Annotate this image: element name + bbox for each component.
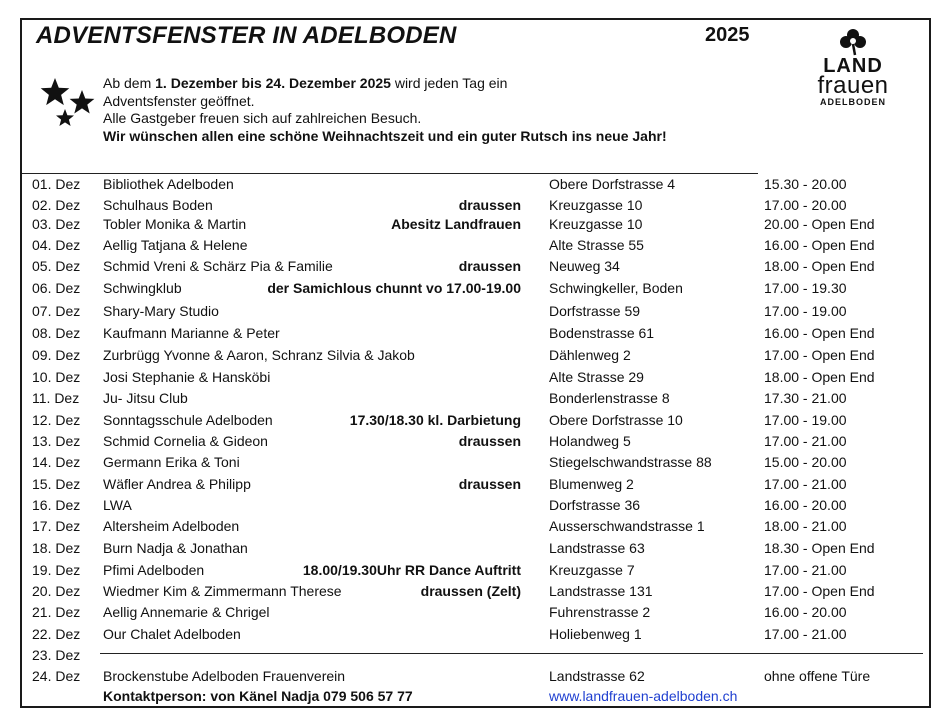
row-host: Schulhaus Boden <box>103 197 213 213</box>
intro-line-1-post: wird jeden Tag ein <box>390 75 508 91</box>
row-date: 14. Dez <box>32 454 81 470</box>
row-time: 16.00 - Open End <box>764 325 875 341</box>
row-time: 15.30 - 20.00 <box>764 176 847 192</box>
row-time: 18.30 - Open End <box>764 540 875 556</box>
row-host: LWA <box>103 497 132 513</box>
row-date: 11. Dez <box>32 390 80 406</box>
row-date: 22. Dez <box>32 626 81 642</box>
table-row <box>0 454 950 474</box>
row-date: 02. Dez <box>32 197 81 213</box>
row-date: 01. Dez <box>32 176 81 192</box>
row-host: Wäfler Andrea & Philipp <box>103 476 251 492</box>
row-address: Landstrasse 131 <box>549 583 653 599</box>
row-date: 09. Dez <box>32 347 81 363</box>
table-row <box>0 583 950 603</box>
row-host: Schmid Cornelia & Gideon <box>103 433 268 449</box>
contact-person: Kontaktperson: von Känel Nadja 079 506 57 77 <box>103 688 413 704</box>
row-date: 20. Dez <box>32 583 81 599</box>
row-host: Kaufmann Marianne & Peter <box>103 325 280 341</box>
logo-land: LAND <box>823 55 883 77</box>
logo-frauen: frauen <box>817 72 889 99</box>
row-host: Tobler Monika & Martin <box>103 216 247 232</box>
row-host: Our Chalet Adelboden <box>103 626 241 642</box>
row-host: Josi Stephanie & Hansköbi <box>103 369 271 385</box>
row-note: 18.00/19.30Uhr RR Dance Auftritt <box>302 562 521 578</box>
row-date: 12. Dez <box>32 412 81 428</box>
intro-date-range: 1. Dezember bis 24. Dezember 2025 <box>155 75 391 91</box>
row-date: 19. Dez <box>32 562 81 578</box>
table-row <box>0 347 950 367</box>
row-address: Obere Dorfstrasse 10 <box>549 412 683 428</box>
row-address: Landstrasse 63 <box>549 540 645 556</box>
row-host: Aellig Annemarie & Chrigel <box>103 604 270 620</box>
row-address: Obere Dorfstrasse 4 <box>549 176 676 192</box>
logo-adelboden: ADELBODEN <box>819 97 886 107</box>
row-address: Fuhrenstrasse 2 <box>549 604 651 620</box>
row-host: Schwingklub <box>103 280 182 296</box>
table-top-divider <box>22 173 758 174</box>
row-host: Altersheim Adelboden <box>103 518 240 534</box>
table-row <box>0 647 950 667</box>
row-address: Alte Strasse 29 <box>549 369 644 385</box>
row-date: 13. Dez <box>32 433 81 449</box>
row-host: Wiedmer Kim & Zimmermann Therese <box>103 583 342 599</box>
row-address: Holiebenweg 1 <box>549 626 642 642</box>
table-row <box>0 668 950 688</box>
intro-line-1 <box>103 75 667 93</box>
row-address: Dählenweg 2 <box>549 347 631 363</box>
row-note: draussen <box>458 197 521 213</box>
stars-icon <box>38 76 98 132</box>
row-date: 18. Dez <box>32 540 81 556</box>
intro-wish: Wir wünschen allen eine schöne Weihnachtszeit und ein guter Rutsch ins neue Jahr! <box>103 127 667 144</box>
row-host: Ju- Jitsu Club <box>103 390 188 406</box>
row-address: Schwingkeller, Boden <box>549 280 683 296</box>
row-host: Zurbrügg Yvonne & Aaron, Schranz Silvia & Jakob <box>103 347 415 363</box>
row-host: Pfimi Adelboden <box>103 562 205 578</box>
row-date: 06. Dez <box>32 280 81 296</box>
table-row <box>0 280 950 300</box>
row-note: draussen (Zelt) <box>420 583 521 599</box>
page-title: ADVENTSFENSTER IN ADELBODEN <box>36 22 457 49</box>
row-date: 24. Dez <box>32 668 81 684</box>
table-row <box>0 258 950 278</box>
table-row <box>0 476 950 496</box>
row-time: 18.00 - Open End <box>764 369 875 385</box>
row-note: draussen <box>458 433 521 449</box>
row-time: 17.00 - 19.30 <box>764 280 847 296</box>
row-date: 23. Dez <box>32 647 81 663</box>
row-host: Bibliothek Adelboden <box>103 176 234 192</box>
row-address: Bonderlenstrasse 8 <box>549 390 670 406</box>
row-time: 17.00 - 20.00 <box>764 197 847 213</box>
row-address: Blumenweg 2 <box>549 476 634 492</box>
row-time: 17.00 - 19.00 <box>764 303 847 319</box>
table-row <box>0 540 950 560</box>
table-row <box>0 303 950 323</box>
row-note: Abesitz Landfrauen <box>391 216 521 232</box>
row-time: 17.00 - 19.00 <box>764 412 847 428</box>
row-time: 20.00 - Open End <box>764 216 875 232</box>
row-host: Germann Erika & Toni <box>103 454 240 470</box>
row-date: 10. Dez <box>32 369 81 385</box>
row-date: 04. Dez <box>32 237 81 253</box>
table-row <box>0 562 950 582</box>
table-row <box>0 237 950 257</box>
row-host: Sonntagsschule Adelboden <box>103 412 273 428</box>
row-address: Bodenstrasse 61 <box>549 325 655 341</box>
website-link[interactable]: www.landfrauen-adelboden.ch <box>549 688 738 704</box>
row-host: Schmid Vreni & Schärz Pia & Familie <box>103 258 333 274</box>
table-row <box>0 497 950 517</box>
row-address: Kreuzgasse 10 <box>549 216 643 232</box>
row-time: 18.00 - Open End <box>764 258 875 274</box>
table-row <box>0 369 950 389</box>
row-address: Kreuzgasse 10 <box>549 197 643 213</box>
table-row <box>0 325 950 345</box>
row-note: draussen <box>458 258 521 274</box>
table-row <box>0 176 950 196</box>
row-time: 17.30 - 21.00 <box>764 390 847 406</box>
row-date: 17. Dez <box>32 518 81 534</box>
table-row <box>0 216 950 236</box>
row-address: Neuweg 34 <box>549 258 620 274</box>
clover-icon <box>838 28 868 56</box>
row-time: 17.00 - 21.00 <box>764 562 847 578</box>
table-row <box>0 604 950 624</box>
intro-line-3: Alle Gastgeber freuen sich auf zahlreichen Besuch. <box>103 110 422 126</box>
row-time: 17.00 - Open End <box>764 583 875 599</box>
row-time: 17.00 - 21.00 <box>764 626 847 642</box>
row-note: 17.30/18.30 kl. Darbietung <box>349 412 521 428</box>
row-host: Shary-Mary Studio <box>103 303 219 319</box>
row-note: der Samichlous chunnt vo 17.00-19.00 <box>267 280 521 296</box>
row-host: Aellig Tatjana & Helene <box>103 237 248 253</box>
row-address: Kreuzgasse 7 <box>549 562 635 578</box>
row-date: 16. Dez <box>32 497 81 513</box>
row-date: 21. Dez <box>32 604 81 620</box>
row-time: 17.00 - 21.00 <box>764 433 847 449</box>
row-host: Brockenstube Adelboden Frauenverein <box>103 668 346 684</box>
row-address: Holandweg 5 <box>549 433 631 449</box>
table-row <box>0 412 950 432</box>
row-address: Dorfstrasse 36 <box>549 497 641 513</box>
row-note: draussen <box>458 476 521 492</box>
table-row <box>0 626 950 646</box>
row-time: 16.00 - Open End <box>764 237 875 253</box>
table-row <box>0 390 950 410</box>
row-time: 17.00 - Open End <box>764 347 875 363</box>
row-time: 15.00 - 20.00 <box>764 454 847 470</box>
row-host: Burn Nadja & Jonathan <box>103 540 248 556</box>
year-label: 2025 <box>705 24 750 46</box>
landfrauen-logo <box>805 28 901 118</box>
row-address: Landstrasse 62 <box>549 668 645 684</box>
row-address: Alte Strasse 55 <box>549 237 644 253</box>
row-date: 05. Dez <box>32 258 81 274</box>
row-time: 17.00 - 21.00 <box>764 476 847 492</box>
table-row <box>0 197 950 217</box>
row-time: 16.00 - 20.00 <box>764 604 847 620</box>
row-date: 08. Dez <box>32 325 81 341</box>
row-date: 15. Dez <box>32 476 81 492</box>
table-row <box>0 433 950 453</box>
intro-line-1-pre: Ab dem <box>103 75 156 91</box>
row-date: 07. Dez <box>32 303 81 319</box>
row-time: 18.00 - 21.00 <box>764 518 847 534</box>
row-address: Ausserschwandstrasse 1 <box>549 518 705 534</box>
row-address: Stiegelschwandstrasse 88 <box>549 454 712 470</box>
row-time: ohne offene Türe <box>764 668 871 684</box>
row-address: Dorfstrasse 59 <box>549 303 641 319</box>
intro-line-2: Adventsfenster geöffnet. <box>103 92 255 109</box>
row-time: 16.00 - 20.00 <box>764 497 847 513</box>
intro-text <box>103 75 667 145</box>
row-date: 03. Dez <box>32 216 81 232</box>
table-row <box>0 518 950 538</box>
